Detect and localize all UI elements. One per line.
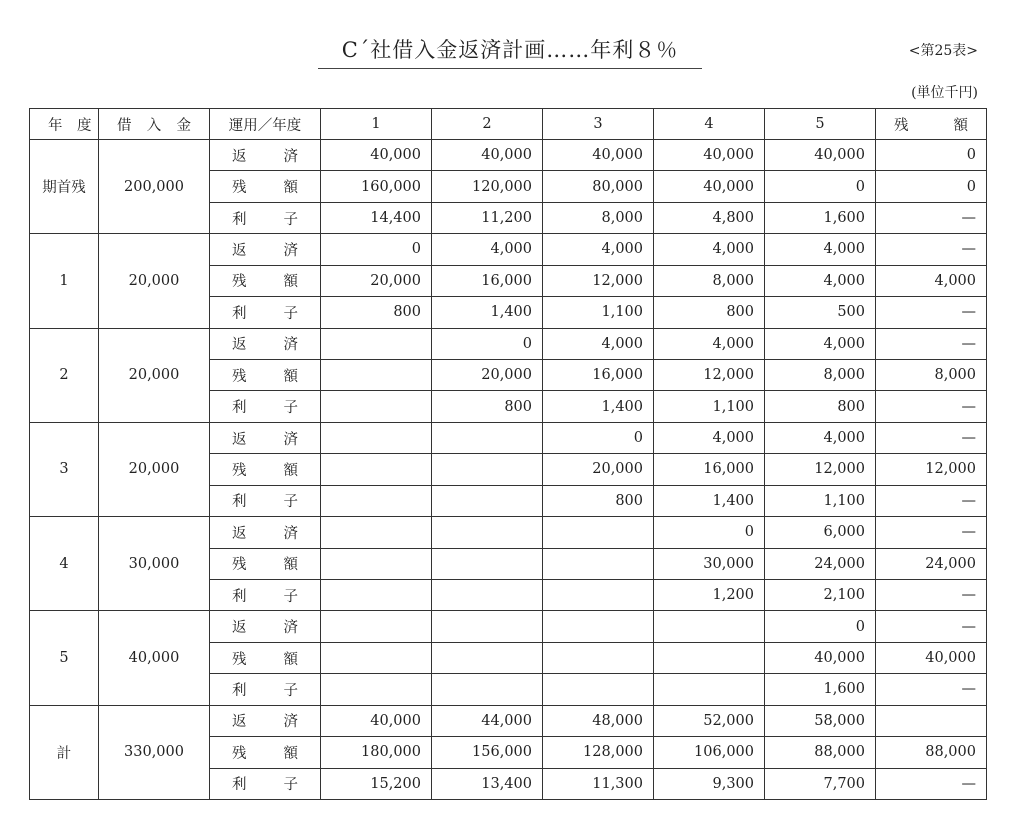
value-cell-year-2: 120,000: [432, 171, 543, 202]
value-cell-year-1: 800: [321, 297, 432, 328]
group-0: [30, 140, 987, 234]
row-type-label: 返 済: [210, 517, 321, 548]
loan-repayment-table: [29, 108, 987, 800]
value-cell-year-1: 0: [321, 234, 432, 265]
remaining-cell: —: [876, 328, 987, 359]
value-cell-year-3: 8,000: [543, 202, 654, 233]
group-6: [30, 705, 987, 799]
remaining-cell: —: [876, 517, 987, 548]
header-year-5: 5: [765, 109, 876, 140]
value-cell-year-4: 4,000: [654, 328, 765, 359]
value-cell-year-2: [432, 485, 543, 516]
value-cell-year-1: [321, 517, 432, 548]
value-cell-year-2: [432, 454, 543, 485]
remaining-cell: 40,000: [876, 642, 987, 673]
value-cell-year-2: 1,400: [432, 297, 543, 328]
value-cell-year-3: [543, 517, 654, 548]
value-cell-year-4: [654, 674, 765, 705]
value-cell-year-2: 4,000: [432, 234, 543, 265]
value-cell-year-1: 180,000: [321, 737, 432, 768]
value-cell-year-4: 1,200: [654, 579, 765, 610]
remaining-cell: 0: [876, 171, 987, 202]
value-cell-year-5: 40,000: [765, 140, 876, 171]
value-cell-year-2: 800: [432, 391, 543, 422]
value-cell-year-1: 15,200: [321, 768, 432, 799]
value-cell-year-1: [321, 359, 432, 390]
value-cell-year-5: 1,100: [765, 485, 876, 516]
row-type-label: 利 子: [210, 579, 321, 610]
value-cell-year-3: 0: [543, 422, 654, 453]
value-cell-year-3: 16,000: [543, 359, 654, 390]
remaining-cell: —: [876, 234, 987, 265]
value-cell-year-3: [543, 642, 654, 673]
row-type-label: 利 子: [210, 297, 321, 328]
value-cell-year-4: 16,000: [654, 454, 765, 485]
remaining-cell: 4,000: [876, 265, 987, 296]
table-row: [30, 140, 987, 171]
value-cell-year-3: 11,300: [543, 768, 654, 799]
value-cell-year-3: 4,000: [543, 328, 654, 359]
value-cell-year-4: [654, 611, 765, 642]
document-title: C´社借入金返済計画……年利８％: [318, 34, 702, 69]
row-type-label: 利 子: [210, 391, 321, 422]
value-cell-year-5: 800: [765, 391, 876, 422]
value-cell-year-4: 1,100: [654, 391, 765, 422]
header-year: 年 度: [30, 109, 99, 140]
value-cell-year-1: [321, 548, 432, 579]
row-type-label: 利 子: [210, 768, 321, 799]
header-year-2: 2: [432, 109, 543, 140]
group-label: 計: [30, 705, 99, 799]
row-type-label: 残 額: [210, 265, 321, 296]
value-cell-year-5: 58,000: [765, 705, 876, 736]
value-cell-year-1: 40,000: [321, 705, 432, 736]
value-cell-year-1: [321, 391, 432, 422]
value-cell-year-5: 6,000: [765, 517, 876, 548]
value-cell-year-2: [432, 517, 543, 548]
header-remaining: 残 額: [876, 109, 987, 140]
value-cell-year-1: [321, 611, 432, 642]
remaining-cell: —: [876, 422, 987, 453]
group-label: 1: [30, 234, 99, 328]
row-type-label: 残 額: [210, 548, 321, 579]
value-cell-year-4: 52,000: [654, 705, 765, 736]
row-type-label: 残 額: [210, 642, 321, 673]
group-4: [30, 517, 987, 611]
header-row: [30, 109, 987, 140]
value-cell-year-4: 9,300: [654, 768, 765, 799]
loan-amount: 200,000: [99, 140, 210, 234]
group-2: [30, 328, 987, 422]
row-type-label: 利 子: [210, 674, 321, 705]
value-cell-year-3: 48,000: [543, 705, 654, 736]
header-loan: 借入金: [99, 109, 210, 140]
value-cell-year-2: [432, 548, 543, 579]
value-cell-year-2: [432, 611, 543, 642]
table-row: [30, 234, 987, 265]
value-cell-year-5: 0: [765, 171, 876, 202]
header-year-1: 1: [321, 109, 432, 140]
header-operation: 運用／年度: [210, 109, 321, 140]
value-cell-year-2: [432, 642, 543, 673]
value-cell-year-4: 4,000: [654, 234, 765, 265]
header-year-3: 3: [543, 109, 654, 140]
remaining-cell: 24,000: [876, 548, 987, 579]
loan-amount: 40,000: [99, 611, 210, 705]
value-cell-year-5: 1,600: [765, 202, 876, 233]
table-row: [30, 705, 987, 736]
remaining-cell: —: [876, 297, 987, 328]
row-type-label: 返 済: [210, 422, 321, 453]
value-cell-year-4: 12,000: [654, 359, 765, 390]
value-cell-year-2: 0: [432, 328, 543, 359]
value-cell-year-2: [432, 422, 543, 453]
value-cell-year-1: 40,000: [321, 140, 432, 171]
value-cell-year-5: 12,000: [765, 454, 876, 485]
value-cell-year-5: 24,000: [765, 548, 876, 579]
row-type-label: 返 済: [210, 140, 321, 171]
value-cell-year-3: 4,000: [543, 234, 654, 265]
value-cell-year-5: 4,000: [765, 422, 876, 453]
value-cell-year-4: 0: [654, 517, 765, 548]
table-row: [30, 611, 987, 642]
value-cell-year-5: 4,000: [765, 328, 876, 359]
value-cell-year-5: 4,000: [765, 234, 876, 265]
value-cell-year-1: [321, 454, 432, 485]
group-label: 4: [30, 517, 99, 611]
value-cell-year-2: 40,000: [432, 140, 543, 171]
row-type-label: 返 済: [210, 328, 321, 359]
group-label: 期首残: [30, 140, 99, 234]
value-cell-year-2: 16,000: [432, 265, 543, 296]
value-cell-year-1: 14,400: [321, 202, 432, 233]
value-cell-year-5: 8,000: [765, 359, 876, 390]
value-cell-year-5: 40,000: [765, 642, 876, 673]
remaining-cell: —: [876, 674, 987, 705]
unit-label: (単位千円): [911, 85, 978, 101]
loan-amount: 30,000: [99, 517, 210, 611]
remaining-cell: —: [876, 579, 987, 610]
group-label: 2: [30, 328, 99, 422]
row-type-label: 残 額: [210, 454, 321, 485]
value-cell-year-1: [321, 579, 432, 610]
value-cell-year-3: 800: [543, 485, 654, 516]
group-1: [30, 234, 987, 328]
remaining-cell: —: [876, 391, 987, 422]
value-cell-year-3: 1,100: [543, 297, 654, 328]
value-cell-year-3: 12,000: [543, 265, 654, 296]
row-type-label: 利 子: [210, 485, 321, 516]
remaining-cell: 8,000: [876, 359, 987, 390]
value-cell-year-1: [321, 422, 432, 453]
value-cell-year-1: [321, 328, 432, 359]
value-cell-year-4: 1,400: [654, 485, 765, 516]
group-5: [30, 611, 987, 705]
group-label: 3: [30, 422, 99, 516]
remaining-cell: 12,000: [876, 454, 987, 485]
value-cell-year-2: [432, 674, 543, 705]
value-cell-year-5: 500: [765, 297, 876, 328]
value-cell-year-4: 106,000: [654, 737, 765, 768]
row-type-label: 返 済: [210, 611, 321, 642]
table-number: <第25表>: [908, 43, 978, 59]
value-cell-year-3: [543, 611, 654, 642]
remaining-cell: 88,000: [876, 737, 987, 768]
value-cell-year-4: 4,000: [654, 422, 765, 453]
loan-amount: 20,000: [99, 422, 210, 516]
remaining-cell: [876, 705, 987, 736]
value-cell-year-4: 30,000: [654, 548, 765, 579]
value-cell-year-5: 88,000: [765, 737, 876, 768]
loan-amount: 20,000: [99, 234, 210, 328]
loan-amount: 20,000: [99, 328, 210, 422]
table-row: [30, 328, 987, 359]
value-cell-year-3: 80,000: [543, 171, 654, 202]
row-type-label: 残 額: [210, 171, 321, 202]
value-cell-year-5: 2,100: [765, 579, 876, 610]
remaining-cell: —: [876, 202, 987, 233]
header-year-4: 4: [654, 109, 765, 140]
value-cell-year-4: 4,800: [654, 202, 765, 233]
value-cell-year-2: 13,400: [432, 768, 543, 799]
group-label: 5: [30, 611, 99, 705]
remaining-cell: —: [876, 768, 987, 799]
value-cell-year-3: 128,000: [543, 737, 654, 768]
value-cell-year-3: [543, 548, 654, 579]
table-row: [30, 517, 987, 548]
row-type-label: 返 済: [210, 705, 321, 736]
value-cell-year-3: [543, 579, 654, 610]
value-cell-year-3: 1,400: [543, 391, 654, 422]
value-cell-year-4: [654, 642, 765, 673]
row-type-label: 利 子: [210, 202, 321, 233]
value-cell-year-4: 800: [654, 297, 765, 328]
value-cell-year-2: 20,000: [432, 359, 543, 390]
row-type-label: 残 額: [210, 737, 321, 768]
value-cell-year-1: 160,000: [321, 171, 432, 202]
value-cell-year-1: 20,000: [321, 265, 432, 296]
value-cell-year-4: 40,000: [654, 171, 765, 202]
value-cell-year-4: 40,000: [654, 140, 765, 171]
remaining-cell: —: [876, 485, 987, 516]
row-type-label: 返 済: [210, 234, 321, 265]
value-cell-year-5: 7,700: [765, 768, 876, 799]
value-cell-year-5: 0: [765, 611, 876, 642]
value-cell-year-5: 1,600: [765, 674, 876, 705]
value-cell-year-3: [543, 674, 654, 705]
value-cell-year-5: 4,000: [765, 265, 876, 296]
table-row: [30, 422, 987, 453]
loan-amount: 330,000: [99, 705, 210, 799]
value-cell-year-3: 20,000: [543, 454, 654, 485]
value-cell-year-1: [321, 485, 432, 516]
value-cell-year-1: [321, 674, 432, 705]
group-3: [30, 422, 987, 516]
value-cell-year-2: 156,000: [432, 737, 543, 768]
remaining-cell: 0: [876, 140, 987, 171]
value-cell-year-3: 40,000: [543, 140, 654, 171]
row-type-label: 残 額: [210, 359, 321, 390]
value-cell-year-2: 44,000: [432, 705, 543, 736]
remaining-cell: —: [876, 611, 987, 642]
value-cell-year-2: 11,200: [432, 202, 543, 233]
value-cell-year-4: 8,000: [654, 265, 765, 296]
table-header: [30, 109, 987, 140]
value-cell-year-1: [321, 642, 432, 673]
value-cell-year-2: [432, 579, 543, 610]
